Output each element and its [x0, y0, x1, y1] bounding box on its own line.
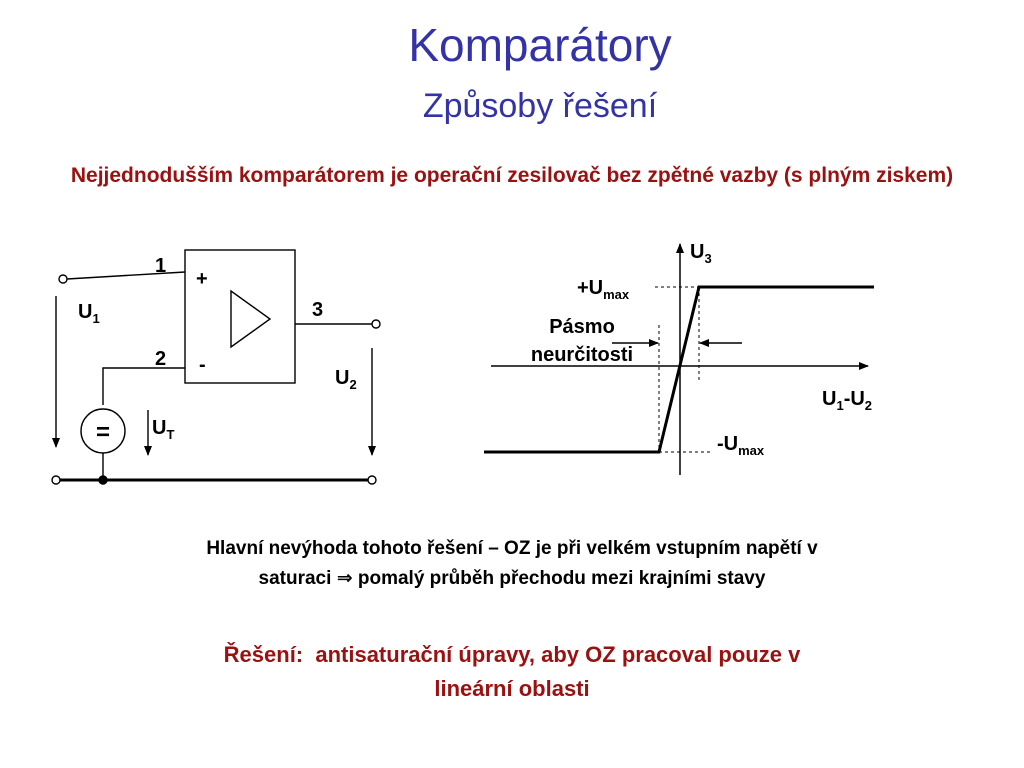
y-axis-label: $U_3$: [690, 241, 712, 266]
input2-wire: [103, 368, 185, 405]
u1-label: $U_1$: [78, 301, 100, 326]
ut-label: $U_T$: [152, 417, 175, 442]
input1-terminal: [59, 275, 67, 283]
band-label-line1: Pásmo: [549, 316, 615, 338]
ground-node: [99, 476, 107, 484]
u2-label: $U_2$: [335, 367, 357, 392]
band-label-line2: neurčitosti: [530, 344, 634, 366]
page-title: Komparátory: [408, 19, 672, 71]
solution-line2: lineární oblasti: [434, 676, 590, 701]
x-axis-label: $U_1-U_2$: [822, 388, 873, 413]
umax-pos-label: $+U_{max}$: [577, 277, 630, 302]
transfer-curve: [484, 287, 874, 452]
disadvantage-line1: Hlavní nevýhoda tohoto řešení – OZ je při velkém vstupním napětí v: [206, 538, 818, 559]
ground-terminal-right: [368, 476, 376, 484]
input1-wire: [67, 272, 185, 279]
minus-label: -: [199, 354, 206, 376]
source-symbol: =: [95, 419, 111, 446]
umax-neg-label: $-U_{max}$: [717, 433, 765, 458]
circuit-diagram: [52, 250, 380, 484]
pin1-label: 1: [155, 255, 167, 277]
solution-line1: Řešení: antisaturační úpravy, aby OZ pracoval pouze v: [223, 642, 801, 667]
plus-label: +: [196, 268, 208, 290]
graph-labels: [531, 241, 872, 458]
implies-arrow: ⇒: [336, 568, 353, 589]
intro-text: Nejjednodušším komparátorem je operační zesilovač bez zpětné vazby (s plným ziskem): [70, 164, 954, 187]
pin2-label: 2: [155, 348, 167, 370]
disadvantage-text: [60, 534, 964, 594]
ground-terminal-left: [52, 476, 60, 484]
page-subtitle: Způsoby řešení: [422, 87, 658, 125]
disadvantage-line2b: pomalý průběh přechodu mezi krajními stavy: [352, 568, 766, 589]
output-terminal: [372, 320, 380, 328]
pin3-label: 3: [312, 299, 324, 321]
disadvantage-line2a: saturaci: [258, 568, 337, 589]
opamp-triangle: [231, 291, 270, 347]
solution-text: [60, 638, 964, 706]
